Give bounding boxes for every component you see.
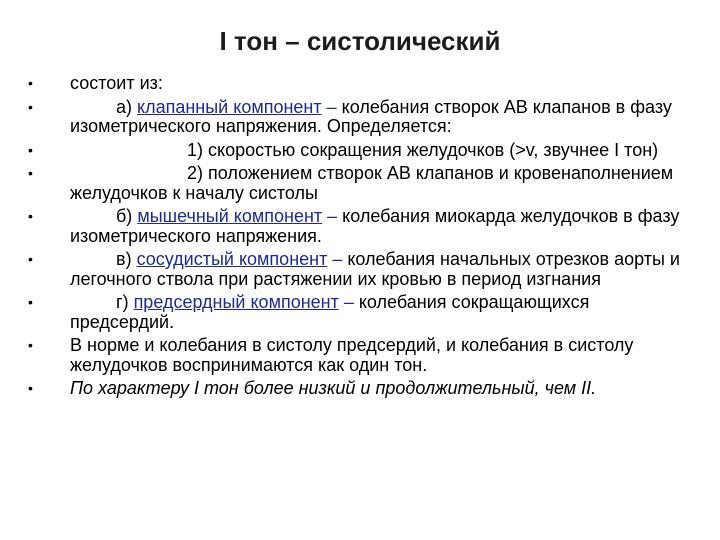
item-dash: – xyxy=(327,249,348,269)
bullet-icon: • xyxy=(28,75,33,91)
bullet-icon: • xyxy=(28,294,33,310)
bullet-icon: • xyxy=(28,165,33,181)
item-prefix: в) xyxy=(116,249,137,269)
list-item xyxy=(28,336,688,375)
bullet-icon: • xyxy=(28,208,33,224)
item-text: колебания сокращающихся предсердий. xyxy=(70,292,590,332)
item-text: состоит из: xyxy=(70,73,163,93)
item-text-italic: По характеру I тон более низкий и продолжительный xyxy=(70,378,535,398)
item-prefix: г) xyxy=(116,292,134,312)
bullet-icon: • xyxy=(28,141,33,158)
item-text: 2) положением створок АВ клапанов и кровенаполнением желудочков к началу систолы xyxy=(70,163,674,203)
item-dash: – xyxy=(322,206,343,226)
item-prefix: б) xyxy=(116,206,138,226)
component-term: мышечный компонент xyxy=(137,206,323,226)
component-term: сосудистый компонент xyxy=(136,249,328,269)
component-term: предсердный компонент xyxy=(133,292,339,312)
slide-title: I тон – систолический xyxy=(219,26,501,56)
list-item xyxy=(28,250,688,289)
item-dash: – xyxy=(321,96,342,117)
list-item xyxy=(28,207,688,246)
item-text: В норме и колебания в систолу предсердий, и колебания в систолу желудочков воспринимаются как один тон. xyxy=(70,335,634,375)
item-text: колебания начальных отрезков аорты и легочного ствола при растяжении их кровью в период изгнания xyxy=(70,249,680,289)
item-text: колебания створок АВ клапанов в фазу изометрического напряжения. Определяется: xyxy=(70,96,672,136)
component-term: клапанный компонент xyxy=(137,96,322,117)
item-text: 1) скоростью сокращения желудочков (>v, звучнее I тон) xyxy=(187,139,659,160)
list-item xyxy=(28,98,688,137)
item-dash: – xyxy=(338,292,359,312)
item-text: , чем II. xyxy=(534,378,597,398)
list-item xyxy=(28,74,688,94)
list-item xyxy=(28,164,688,203)
bullet-icon: • xyxy=(28,251,33,267)
list-item xyxy=(28,141,688,161)
bullet-icon: • xyxy=(28,98,33,115)
list-item xyxy=(28,293,688,332)
bullet-list xyxy=(28,74,688,399)
item-prefix: а) xyxy=(116,96,138,117)
item-text: колебания миокарда желудочков в фазу изометрического напряжения. xyxy=(70,206,680,246)
list-item xyxy=(28,379,688,399)
bullet-icon: • xyxy=(28,337,33,353)
bullet-icon: • xyxy=(28,380,33,396)
